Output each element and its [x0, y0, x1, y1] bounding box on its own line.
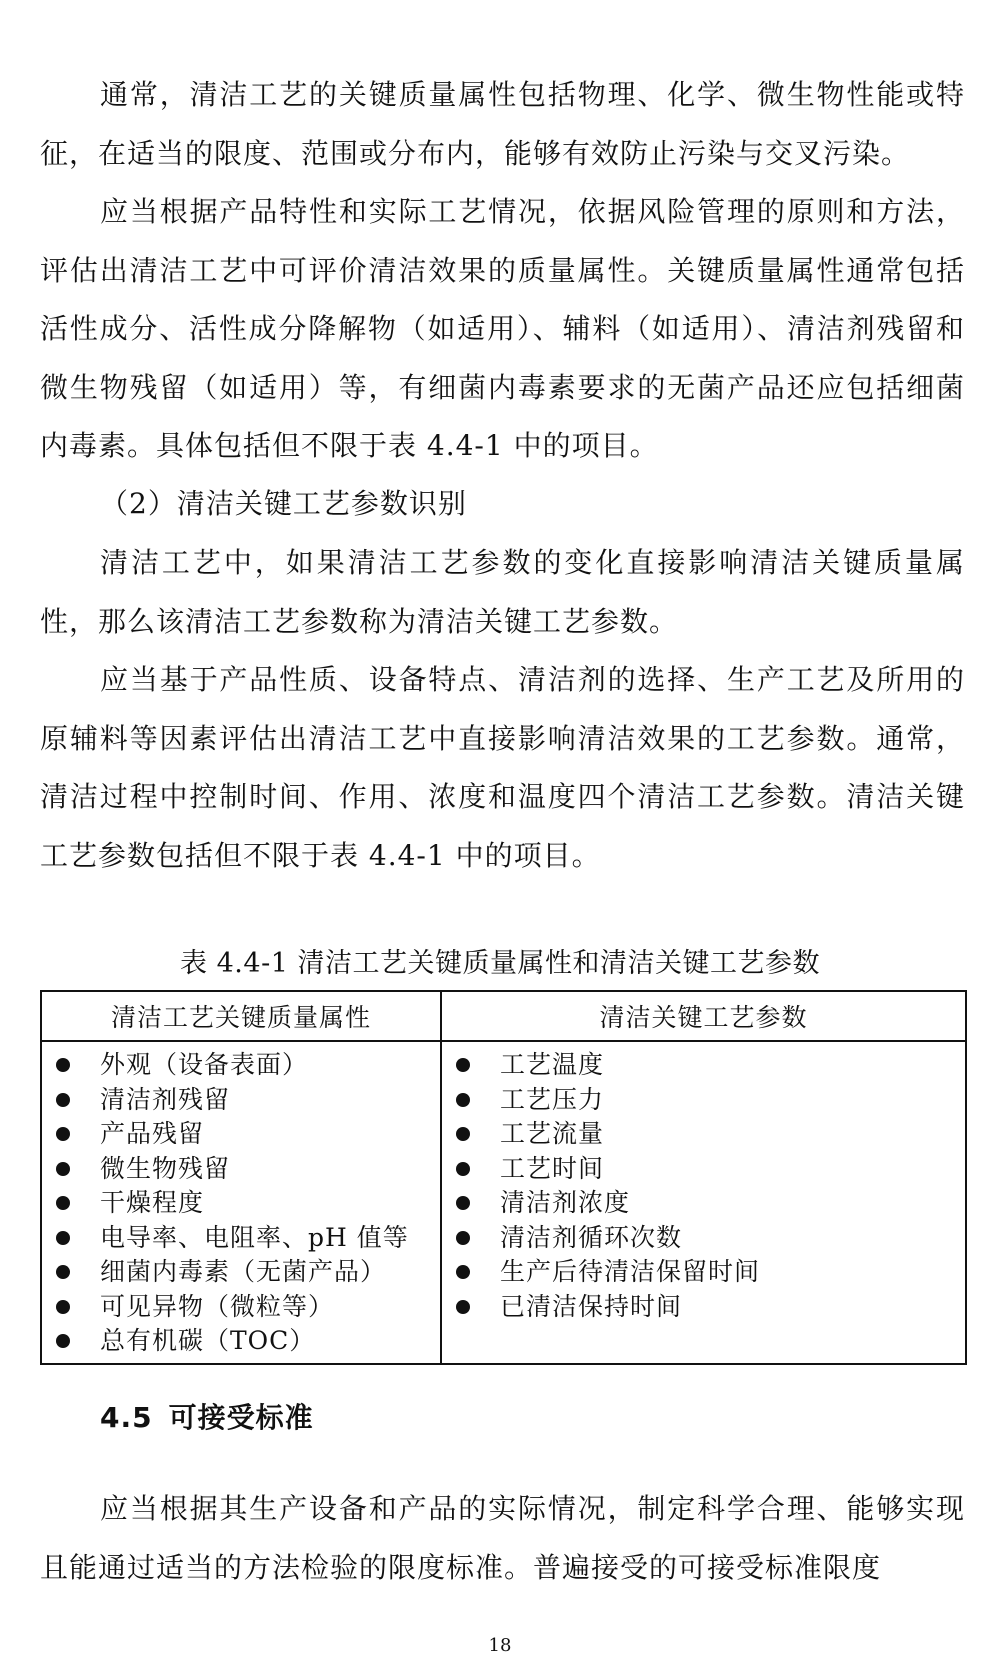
section-number: 4.5 — [100, 1401, 153, 1434]
quality-attributes-cell — [41, 1041, 441, 1364]
list-item: 清洁剂循环次数 — [442, 1221, 965, 1256]
bullet-icon — [456, 1265, 470, 1279]
subheading-critical-process-params: （2）清洁关键工艺参数识别 — [100, 487, 467, 520]
process-params-cell — [441, 1041, 966, 1364]
list-item: 可见异物（微粒等） — [42, 1290, 440, 1325]
bullet-icon — [456, 1162, 470, 1176]
list-item: 工艺时间 — [442, 1152, 965, 1187]
bullet-icon — [456, 1058, 470, 1072]
list-item: 工艺压力 — [442, 1083, 965, 1118]
list-item: 总有机碳（TOC） — [42, 1324, 440, 1359]
list-item: 工艺流量 — [442, 1117, 965, 1152]
paragraph-critical-params-definition: 清洁工艺中，如果清洁工艺参数的变化直接影响清洁关键质量属性，那么该清洁工艺参数称为清洁关键工艺参数。 — [40, 546, 965, 638]
process-params-list — [442, 1048, 965, 1324]
quality-attributes-list — [42, 1048, 440, 1359]
bullet-icon — [56, 1196, 70, 1210]
list-item: 电导率、电阻率、pH 值等 — [42, 1221, 440, 1256]
table-row — [41, 1041, 966, 1364]
paragraph-critical-params-assessment: 应当基于产品性质、设备特点、清洁剂的选择、生产工艺及所用的原辅料等因素评估出清洁工艺中直接影响清洁效果的工艺参数。通常，清洁过程中控制时间、作用、浓度和温度四个清洁工艺参数。清洁关键工艺参数包括但不限于表 4.4-1 中的项目。 — [40, 663, 965, 872]
list-item: 清洁剂浓度 — [442, 1186, 965, 1221]
list-item: 微生物残留 — [42, 1152, 440, 1187]
bullet-icon — [456, 1231, 470, 1245]
list-item: 外观（设备表面） — [42, 1048, 440, 1083]
bullet-icon — [56, 1058, 70, 1072]
list-item: 生产后待清洁保留时间 — [442, 1255, 965, 1290]
table-header-row — [41, 991, 966, 1041]
list-item: 干燥程度 — [42, 1186, 440, 1221]
column-header-process-params: 清洁关键工艺参数 — [441, 991, 966, 1041]
section-title: 可接受标准 — [168, 1401, 314, 1434]
list-item: 已清洁保持时间 — [442, 1290, 965, 1325]
paragraph-quality-attributes-assessment: 应当根据产品特性和实际工艺情况，依据风险管理的原则和方法，评估出清洁工艺中可评价清洁效果的质量属性。关键质量属性通常包括活性成分、活性成分降解物（如适用）、辅料（如适用）、清洁剂残留和微生物残留（如适用）等，有细菌内毒素要求的无菌产品还应包括细菌内毒素。具体包括但不限于表 4.4-1 中的项目。 — [40, 195, 965, 462]
bullet-icon — [56, 1127, 70, 1141]
list-item: 工艺温度 — [442, 1048, 965, 1083]
section-heading — [100, 1398, 314, 1438]
bullet-icon — [56, 1334, 70, 1348]
paragraph-quality-attributes-intro: 通常，清洁工艺的关键质量属性包括物理、化学、微生物性能或特征，在适当的限度、范围或分布内，能够有效防止污染与交叉污染。 — [40, 78, 965, 170]
bullet-icon — [56, 1265, 70, 1279]
column-header-quality-attributes: 清洁工艺关键质量属性 — [41, 991, 441, 1041]
bullet-icon — [56, 1300, 70, 1314]
bullet-icon — [456, 1196, 470, 1210]
bullet-icon — [456, 1300, 470, 1314]
list-item: 清洁剂残留 — [42, 1083, 440, 1118]
bullet-icon — [56, 1093, 70, 1107]
table-caption: 表 4.4-1 清洁工艺关键质量属性和清洁关键工艺参数 — [180, 948, 820, 979]
bullet-icon — [56, 1162, 70, 1176]
bullet-icon — [456, 1093, 470, 1107]
bullet-icon — [456, 1127, 470, 1141]
quality-params-table — [40, 990, 967, 1365]
list-item: 产品残留 — [42, 1117, 440, 1152]
list-item: 细菌内毒素（无菌产品） — [42, 1255, 440, 1290]
page-number: 18 — [488, 1635, 512, 1656]
paragraph-acceptance-criteria: 应当根据其生产设备和产品的实际情况，制定科学合理、能够实现且能通过适当的方法检验的限度标准。普遍接受的可接受标准限度 — [40, 1492, 965, 1584]
bullet-icon — [56, 1231, 70, 1245]
